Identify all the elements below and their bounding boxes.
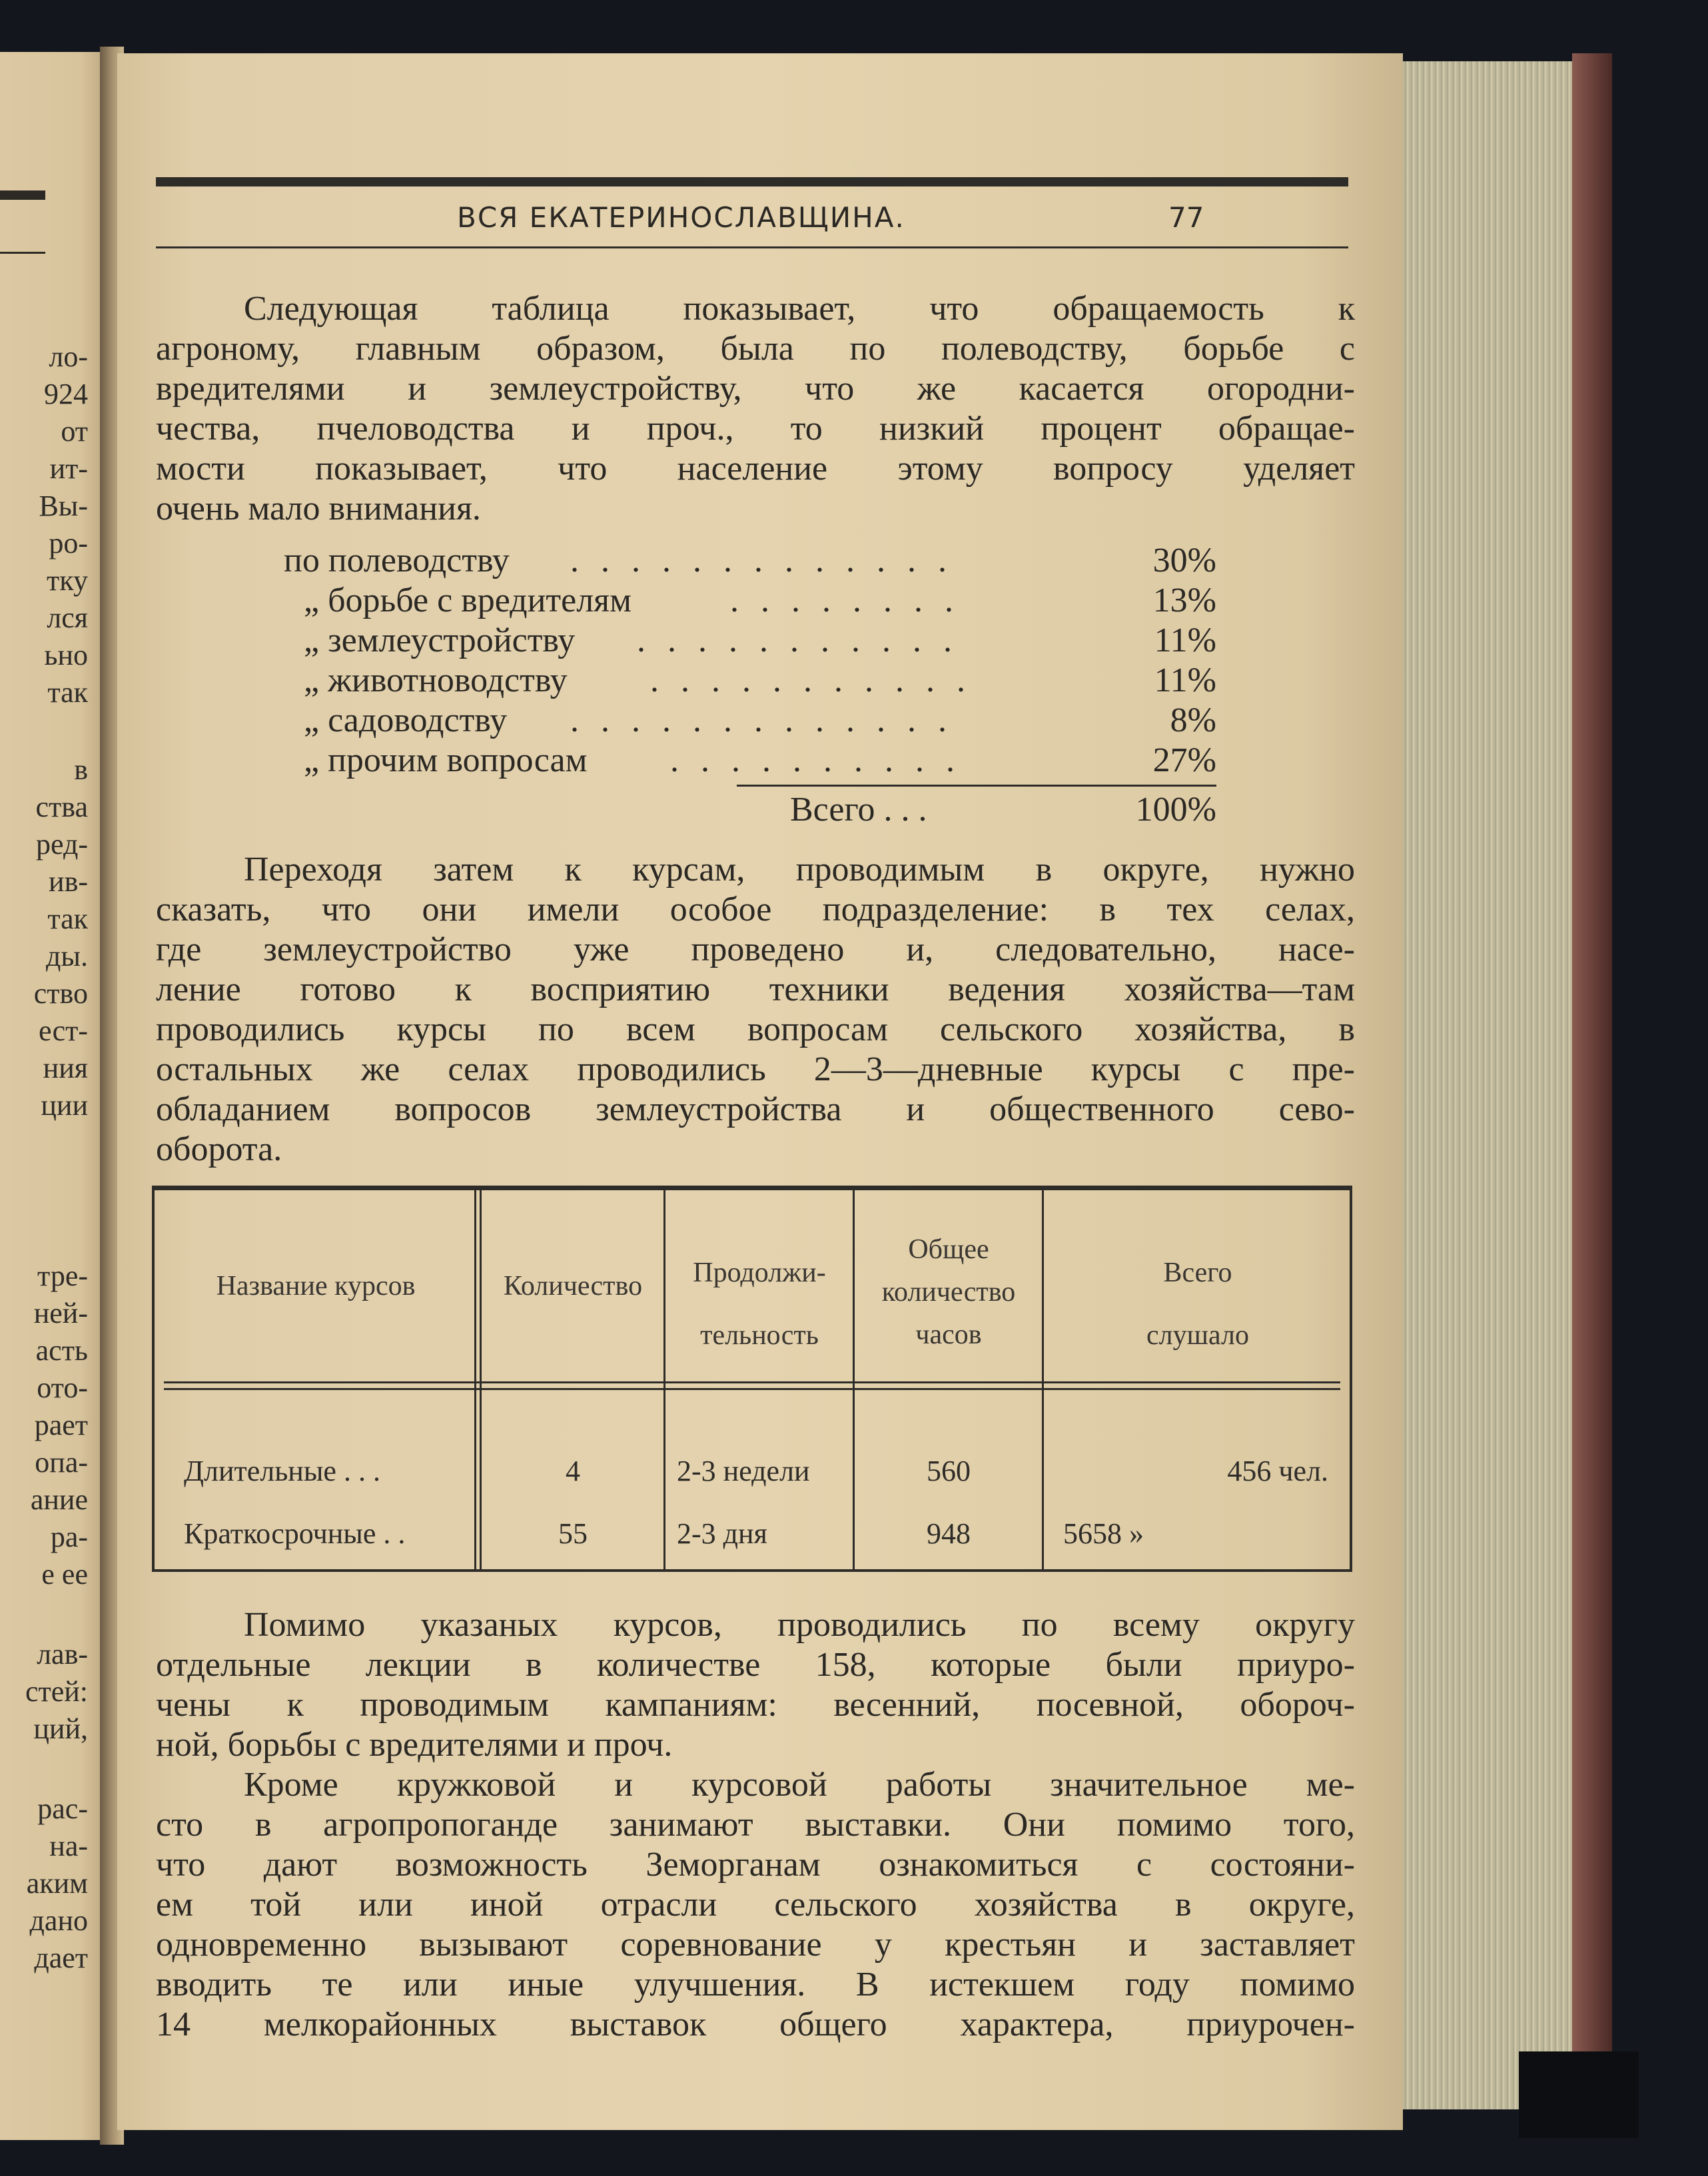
previous-page-fragment: в bbox=[74, 753, 88, 786]
leader-dots: . . . . . . . . . . . bbox=[650, 661, 972, 699]
previous-page-fragment: ест- bbox=[38, 1014, 88, 1047]
text-line: Помимо указаных курсов, проводились по всему округу bbox=[244, 1606, 1355, 1644]
table-cell-count: 55 bbox=[558, 1517, 588, 1550]
table-header-hours: Общее количество часов bbox=[881, 1234, 1016, 1350]
previous-page-fragment: ит- bbox=[49, 452, 88, 485]
leader-dots: . . . . . . . . . . . bbox=[637, 621, 959, 659]
previous-page-fragment: ства bbox=[35, 791, 88, 823]
percent-label: „ борьбе с вредителям bbox=[304, 581, 632, 619]
previous-page-fragment: опа- bbox=[35, 1446, 88, 1479]
header-rule-top bbox=[156, 177, 1348, 186]
table-cell-listeners: 5658 » bbox=[1063, 1517, 1144, 1550]
text-line: отдельные лекции в количестве 158, которые были приуро- bbox=[156, 1646, 1355, 1684]
table-column-divider bbox=[663, 1190, 665, 1569]
text-line: ем той или иной отрасли сельского хозяйства в округе, bbox=[156, 1886, 1355, 1924]
text-line: ной, борьбы с вредителями и проч. bbox=[156, 1726, 673, 1764]
text-line: обладанием вопросов землеустройства и общественного сево- bbox=[156, 1090, 1355, 1128]
total-label: Всего . . . bbox=[790, 791, 927, 829]
running-title: ВСЯ ЕКАТЕРИНОСЛАВЩИНА. bbox=[457, 201, 905, 234]
percent-label: по полеводству bbox=[284, 542, 510, 579]
text-line: что дают возможность Земорганам ознакомиться с состояни- bbox=[156, 1846, 1355, 1884]
previous-page-fragment: так bbox=[47, 676, 88, 709]
percent-value: 30% bbox=[1152, 542, 1216, 579]
total-value: 100% bbox=[1135, 791, 1216, 829]
percent-value: 13% bbox=[1152, 581, 1216, 619]
table-cell-hours: 948 bbox=[927, 1517, 971, 1550]
previous-page-fragment: ред- bbox=[36, 828, 88, 861]
table-column-divider bbox=[1042, 1190, 1044, 1569]
previous-page bbox=[0, 52, 115, 2140]
background-corner bbox=[1519, 2051, 1639, 2138]
previous-page-fragment: так bbox=[47, 903, 88, 935]
percent-value: 11% bbox=[1154, 621, 1216, 659]
previous-page-fragment: ций, bbox=[33, 1712, 88, 1745]
previous-page-fragment: рает bbox=[34, 1409, 88, 1441]
table-header-duration: Продолжи- тельность bbox=[693, 1258, 826, 1351]
table-cell-count: 4 bbox=[566, 1455, 580, 1487]
sum-rule bbox=[737, 785, 1216, 787]
previous-page-fragment: ьно bbox=[44, 639, 88, 671]
percent-label: „ садоводству bbox=[304, 701, 508, 739]
table-cell-course-name: Длительные . . . bbox=[184, 1455, 380, 1487]
table-column-divider bbox=[474, 1190, 476, 1569]
text-line: остальных же селах проводились 2—3—дневные курсы с пре- bbox=[156, 1050, 1355, 1088]
previous-page-fragment: ро- bbox=[49, 527, 88, 559]
leader-dots: . . . . . . . . . . . . . bbox=[570, 542, 953, 579]
previous-page-fragment: лав- bbox=[37, 1638, 88, 1670]
text-line: Кроме кружковой и курсовой работы значительное ме- bbox=[244, 1766, 1355, 1804]
previous-page-rule bbox=[0, 190, 45, 200]
table-cell-course-name: Краткосрочные . . bbox=[184, 1517, 406, 1550]
previous-page-fragment: 924 bbox=[44, 378, 88, 410]
text-line: оборота. bbox=[156, 1130, 282, 1168]
table-column-divider bbox=[853, 1190, 855, 1569]
leader-dots: . . . . . . . . . . bbox=[670, 741, 961, 779]
text-line: чества, пчеловодства и проч., то низкий процент обращае- bbox=[156, 410, 1355, 448]
text-line: ление готово к восприятию техники ведения хозяйства—там bbox=[156, 970, 1355, 1008]
page-edges bbox=[1386, 61, 1585, 2109]
previous-page-fragment: Вы- bbox=[39, 490, 88, 522]
previous-page-fragment: лся bbox=[47, 601, 88, 634]
table-header-listeners: Всего слушало bbox=[1146, 1258, 1249, 1351]
leader-dots: . . . . . . . . . . . . . bbox=[570, 701, 953, 739]
table-cell-duration: 2-3 недели bbox=[677, 1455, 810, 1487]
text-line: где землеустройство уже проведено и, следовательно, насе- bbox=[156, 930, 1355, 968]
book-page bbox=[117, 53, 1403, 2130]
leader-dots: . . . . . . . . bbox=[730, 581, 960, 619]
percent-value: 11% bbox=[1154, 661, 1216, 699]
percent-label: „ прочим вопросам bbox=[304, 741, 588, 779]
previous-page-fragment: рас- bbox=[37, 1792, 88, 1825]
previous-page-fragment: ра- bbox=[50, 1521, 88, 1553]
previous-page-fragment: ды. bbox=[46, 940, 88, 972]
previous-page-fragment: ство bbox=[33, 977, 88, 1010]
previous-page-fragment: ание bbox=[30, 1483, 88, 1516]
text-line: агроному, главным образом, была по полеводству, борьбе с bbox=[156, 330, 1355, 368]
text-line: 14 мелкорайонных выставок общего характера, приурочен- bbox=[156, 2005, 1355, 2043]
table-cell-hours: 560 bbox=[927, 1455, 971, 1487]
table-header-name: Название курсов bbox=[216, 1271, 416, 1301]
book-cover-edge bbox=[1572, 53, 1612, 2125]
table-header-count: Количество bbox=[503, 1271, 643, 1301]
previous-page-fragment: ния bbox=[43, 1052, 88, 1084]
previous-page-fragment: от bbox=[61, 415, 88, 448]
text-line: одновременно вызывают соревнование у крестьян и заставляет bbox=[156, 1926, 1355, 1964]
text-line: мости показывает, что население этому вопросу уделяет bbox=[156, 450, 1355, 488]
previous-page-fragment: тку bbox=[47, 564, 88, 597]
table-header-rule bbox=[164, 1381, 1340, 1383]
text-line: сто в агропропоганде занимают выставки. Они помимо того, bbox=[156, 1806, 1355, 1844]
text-line: Переходя затем к курсам, проводимым в округе, нужно bbox=[244, 851, 1355, 889]
previous-page-fragment: на- bbox=[49, 1830, 88, 1862]
table-column-divider bbox=[480, 1190, 482, 1569]
text-line: сказать, что они имели особое подразделение: в тех селах, bbox=[156, 891, 1355, 928]
percent-label: „ животноводству bbox=[304, 661, 568, 699]
previous-page-fragment: ло- bbox=[49, 340, 88, 373]
page-number: 77 bbox=[1168, 201, 1204, 234]
text-line: чены к проводимым кампаниям: весенний, посевной, обороч- bbox=[156, 1686, 1355, 1724]
previous-page-fragment: аким bbox=[26, 1867, 88, 1900]
percent-label: „ землеустройству bbox=[304, 621, 576, 659]
previous-page-fragment: ото- bbox=[37, 1371, 88, 1404]
previous-page-fragment: ив- bbox=[49, 865, 88, 898]
text-line: вредителями и землеустройству, что же касается огородни- bbox=[156, 370, 1355, 408]
previous-page-fragment: тре- bbox=[37, 1260, 88, 1292]
previous-page-fragment: ней- bbox=[33, 1297, 88, 1329]
header-rule-bottom bbox=[156, 246, 1348, 248]
previous-page-fragment: дает bbox=[34, 1942, 88, 1974]
text-line: Следующая таблица показывает, что обращаемость к bbox=[244, 290, 1355, 328]
text-line: очень мало внимания. bbox=[156, 490, 481, 528]
previous-page-fragment: асть bbox=[35, 1334, 88, 1367]
previous-page-fragment: ции bbox=[41, 1089, 88, 1122]
table-cell-listeners: 456 чел. bbox=[1227, 1455, 1328, 1487]
percent-value: 27% bbox=[1152, 741, 1216, 779]
table-header-rule bbox=[164, 1388, 1340, 1390]
previous-page-fragment: е ее bbox=[41, 1558, 88, 1591]
table-cell-duration: 2-3 дня bbox=[677, 1517, 767, 1550]
previous-page-fragment: стей: bbox=[25, 1675, 88, 1708]
previous-page-rule bbox=[0, 252, 45, 254]
text-line: вводить те или иные улучшения. В истекшем году помимо bbox=[156, 1966, 1355, 2003]
percent-value: 8% bbox=[1170, 701, 1216, 739]
text-line: проводились курсы по всем вопросам сельского хозяйства, в bbox=[156, 1010, 1355, 1048]
previous-page-fragment: дано bbox=[29, 1904, 88, 1937]
